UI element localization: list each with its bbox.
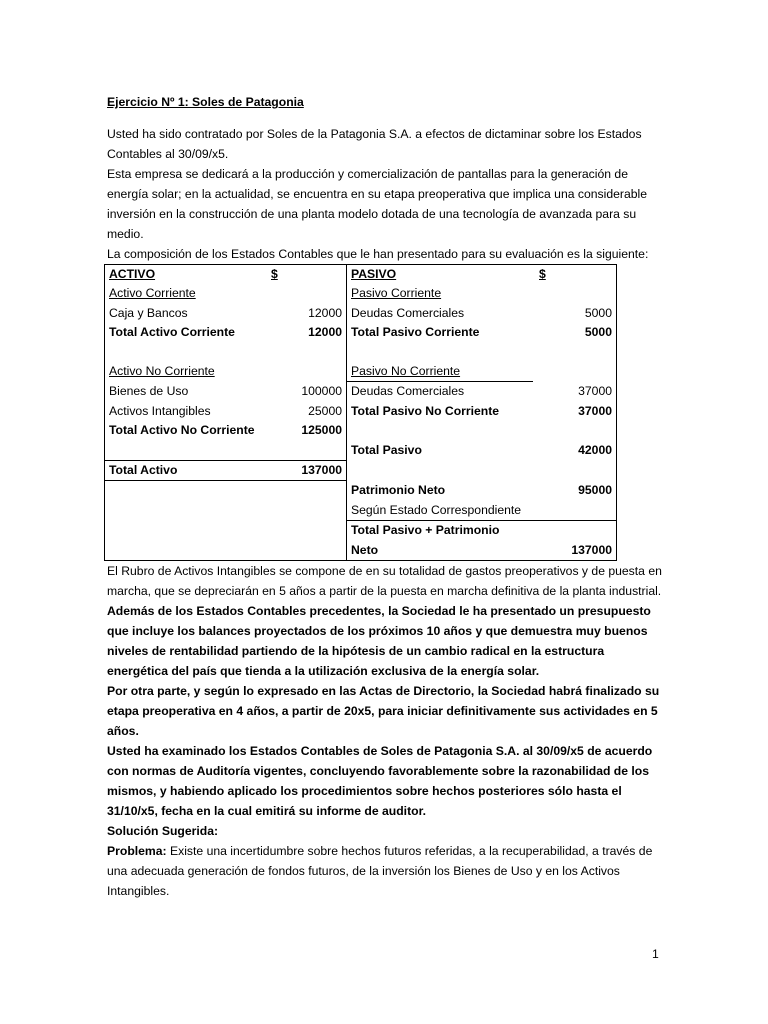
- document-page: [107, 92, 663, 901]
- total-pc-label: Total Pasivo Corriente: [351, 325, 480, 340]
- pasivo-header: PASIVO: [351, 267, 397, 281]
- activo-no-corriente-heading: Activo No Corriente: [109, 364, 215, 379]
- total-pnc-value: 37000: [578, 403, 612, 418]
- balance-table: [104, 264, 617, 561]
- total-pp-label-2: Neto: [351, 542, 379, 557]
- problem-label: Problema:: [107, 844, 167, 859]
- intangibles-value: 25000: [267, 402, 347, 421]
- activo-corriente-heading: Activo Corriente: [109, 286, 196, 301]
- pasivo-no-corriente-heading: Pasivo No Corriente: [347, 362, 534, 382]
- pn-value: 95000: [578, 483, 612, 498]
- caja-value: 12000: [267, 304, 347, 323]
- problem-paragraph: [107, 841, 663, 901]
- total-activo-label: Total Activo: [105, 461, 268, 481]
- deudas-pnc-value: 37000: [578, 384, 612, 399]
- document-title: Ejercicio Nº 1: Soles de Patagonia: [107, 95, 304, 109]
- caja-label: Caja y Bancos: [109, 305, 188, 320]
- after-section: [107, 561, 663, 901]
- deudas-pc-label: Deudas Comerciales: [351, 305, 465, 320]
- after-paragraph-4: Usted ha examinado los Estados Contables de Soles de Patagonia S.A. al 30/09/x5 de acuerdo con normas de Auditoría vigentes, concluyendo favorablemente sobre la razonabilidad de los mismos, y habiendo aplicado los procedimientos sobre hechos posteriores sólo hasta el 31/10/x5, fecha en la cual emitirá su informe de auditor.: [107, 744, 653, 819]
- pasivo-currency: $: [539, 267, 546, 281]
- total-activo-value: 137000: [267, 461, 347, 481]
- total-pasivo-label: Total Pasivo: [351, 442, 422, 457]
- after-paragraph-1: El Rubro de Activos Intangibles se compone de en su totalidad de gastos preoperativos y de puesta en marcha, que se depreciarán en 5 años a partir de la puesta en marcha definitiva de la planta industrial.: [107, 564, 662, 599]
- intro-paragraph-2: Esta empresa se dedicará a la producción y comercialización de pantallas para la generación de energía solar; en la actualidad, se encuentra en su etapa preoperativa que implica una considerable inversión en la construcción de una planta modelo dotada de una tecnología de avanzada para su medio.: [107, 167, 647, 241]
- total-pasivo-value: 42000: [578, 442, 612, 457]
- activo-currency: $: [271, 267, 278, 281]
- intangibles-label: Activos Intangibles: [109, 403, 211, 418]
- total-anc-label: Total Activo No Corriente: [109, 423, 255, 438]
- after-paragraph-3: Por otra parte, y según lo expresado en las Actas de Directorio, la Sociedad habrá finalizado su etapa preoperativa en 4 años, a partir de 20x5, para iniciar definitivamente sus actividades en 5 años.: [107, 684, 660, 739]
- after-paragraph-2: Además de los Estados Contables precedentes, la Sociedad le ha presentado un presupuesto que incluye los balances proyectados de los próximos 10 años y que demuestra muy buenos niveles de rentabilidad partiendo de la hipótesis de un cambio radical en la estructura energética del país que tienda a la utilización exclusiva de la energía solar.: [107, 604, 651, 679]
- total-pp-value: 137000: [571, 542, 612, 557]
- total-pc-value: 5000: [584, 325, 612, 340]
- problem-text: Existe una incertidumbre sobre hechos futuros referidas, a la recuperabilidad, a través de una adecuada generación de fondos futuros, de la inversión los Bienes de Uso y en los Activos Intangibles.: [107, 844, 653, 899]
- intro-paragraph-1: Usted ha sido contratado por Soles de la Patagonia S.A. a efectos de dictaminar sobre los Estados Contables al 30/09/x5.: [107, 127, 642, 161]
- total-ac-label: Total Activo Corriente: [109, 325, 235, 340]
- intro-paragraph-3: La composición de los Estados Contables que le han presentado para su evaluación es la siguiente:: [107, 247, 649, 261]
- total-anc-value: 125000: [267, 421, 347, 440]
- total-ac-value: 12000: [267, 323, 347, 342]
- solution-heading: Solución Sugerida:: [107, 824, 219, 839]
- page-number: 1: [652, 947, 659, 961]
- total-pp-label-1: Total Pasivo + Patrimonio: [347, 521, 534, 541]
- bienes-label: Bienes de Uso: [109, 384, 189, 399]
- pn-sub-label: Según Estado Correspondiente: [351, 502, 522, 517]
- pn-label: Patrimonio Neto: [351, 483, 446, 498]
- deudas-pc-value: 5000: [584, 305, 612, 320]
- pasivo-corriente-heading: Pasivo Corriente: [351, 286, 442, 301]
- total-pnc-label: Total Pasivo No Corriente: [351, 403, 500, 418]
- deudas-pnc-label: Deudas Comerciales: [351, 384, 465, 399]
- activo-header: ACTIVO: [109, 267, 156, 281]
- bienes-value: 100000: [267, 382, 347, 402]
